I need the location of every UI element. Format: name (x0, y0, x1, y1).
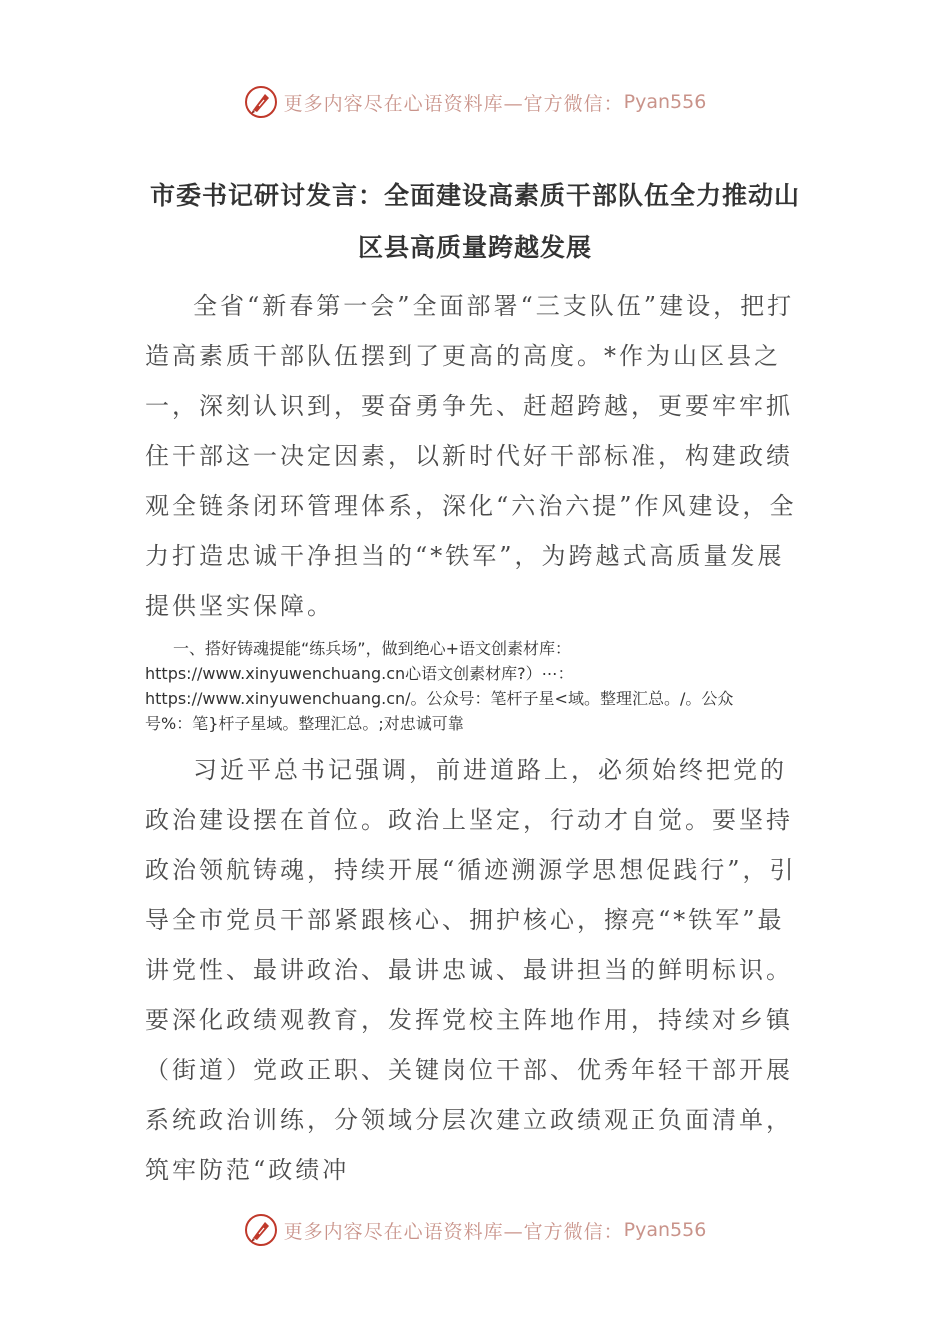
body-paragraph-1: 全省“新春第一会”全面部署“三支队伍”建设，把打造高素质干部队伍摆到了更高的高度。*作为山区县之一，深刻认识到，要奋勇争先、赶超跨越，更要牢牢抓住干部这一决定因素，以新时代好干部标准，构建政绩观全链条闭环管理体系，深化“六治六提”作风建设，全力打造忠诚干净担当的“*铁军”，为跨越式高质量发展提供坚实保障。 (145, 292, 797, 620)
section-heading (145, 636, 765, 736)
pen-nib-logo-icon (244, 1213, 278, 1247)
document-title: 市委书记研讨发言：全面建设高素质干部队伍全力推动山区县高质量跨越发展 (149, 181, 800, 262)
banner-text: 更多内容尽在心语资料库—官方微信： (283, 92, 624, 115)
section-heading-text: 一、搭好铸魂提能“练兵场”，做到绝心+语文创素材库：https://www.xinyuwenchuang.cn心语文创素材库?）⋯：https://www.xinyuwenchuang.cn/。公众号：笔杆子星<域。整理汇总。/。公众号%：笔}杆子星域。整理汇总。;对忠诚可靠 (145, 639, 734, 733)
footer-watermark-banner (0, 1210, 950, 1250)
body-paragraph-2: 习近平总书记强调，前进道路上，必须始终把党的政治建设摆在首位。政治上坚定，行动才自觉。要坚持政治领航铸魂，持续开展“循迹溯源学思想促践行”，引导全市党员干部紧跟核心、拥护核心，擦亮“*铁军”最讲党性、最讲政治、最讲忠诚、最讲担当的鲜明标识。要深化政绩观教育，发挥党校主阵地作用，持续对乡镇（街道）党政正职、关键岗位干部、优秀年轻干部开展系统政治训练，分领域分层次建立政绩观正负面清单，筑牢防范“政绩冲 (145, 756, 797, 1184)
banner-text: 更多内容尽在心语资料库—官方微信： (283, 1220, 624, 1243)
banner-wechat-id: Pyan556 (623, 91, 707, 113)
header-watermark-banner (0, 82, 950, 122)
pen-nib-logo-icon (244, 85, 278, 119)
banner-wechat-id: Pyan556 (623, 1219, 707, 1241)
